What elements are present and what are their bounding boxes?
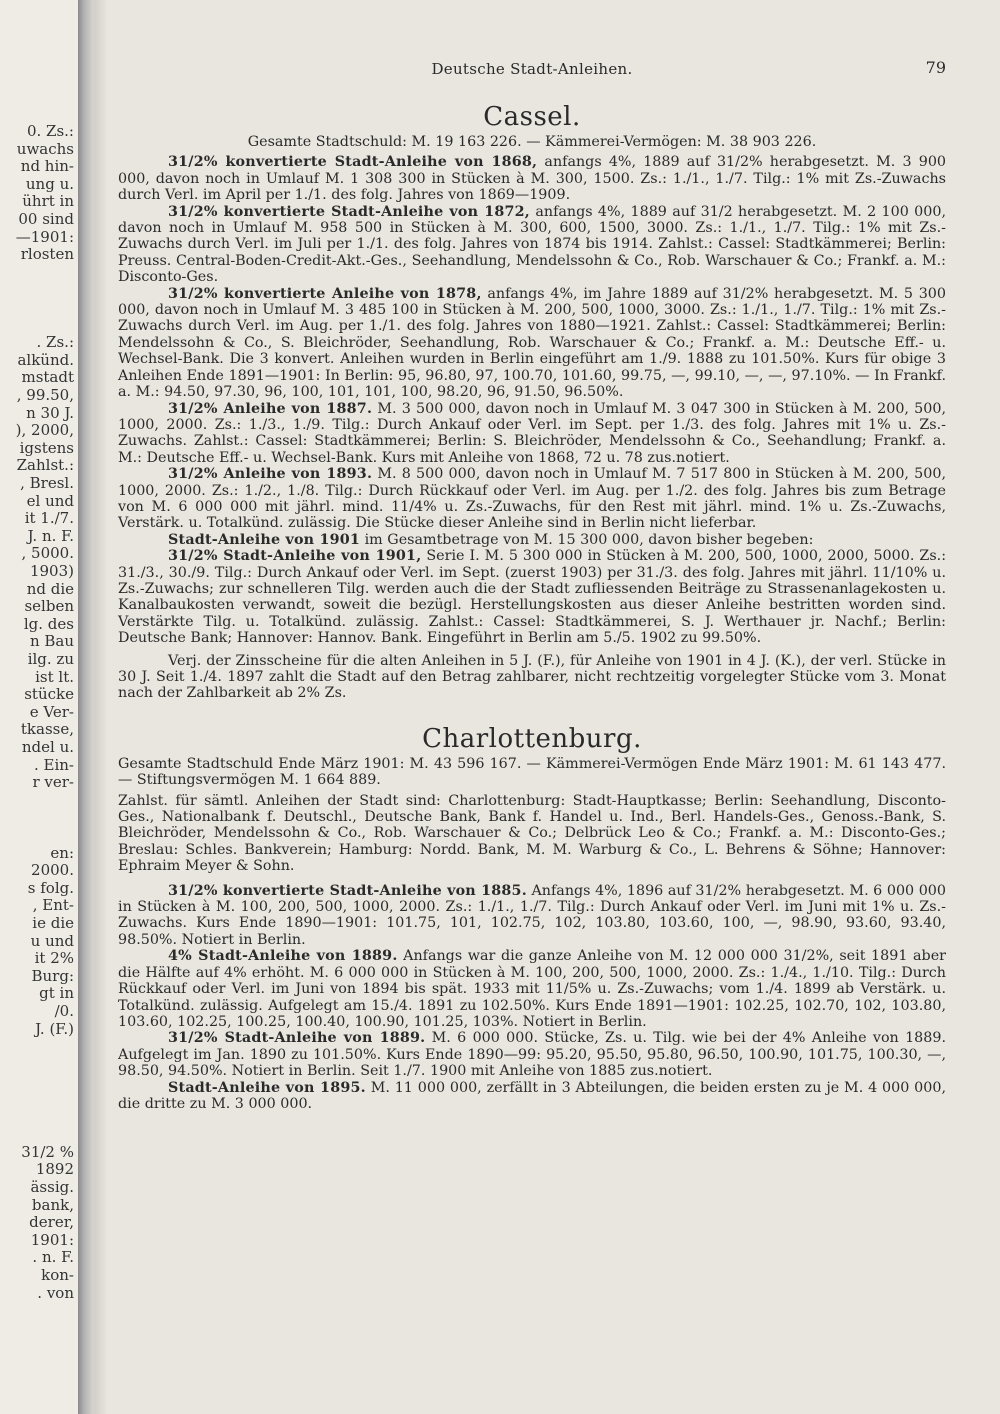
left-margin-line: kon- [41,1266,74,1284]
left-margin-line: it 1./7. [24,509,74,528]
left-margin-line: it 2% [34,949,74,968]
left-margin-line: stücke [24,685,74,704]
left-margin-line: selben [24,597,74,616]
left-margin-line: igstens [19,438,74,457]
left-margin-line: u und [30,931,74,950]
cassel-entry [118,154,946,203]
left-margin-line: n 30 J. [26,403,74,422]
left-margin-line: ), 2000, [15,421,74,440]
loan-title: 31/2% konvertierte Stadt-Anleihe von 1885. [168,882,527,899]
left-margin-line: e Ver- [29,702,74,721]
left-margin-line: 1892 [35,1160,74,1179]
left-margin-line: nd hin- [20,157,74,176]
left-margin-line: /0. [54,1002,74,1020]
left-margin-line: 00 sind [18,210,74,228]
left-margin-line: , 99.50, [16,386,74,404]
left-margin-line: 31/2 % [21,1142,74,1161]
loan-text: anfangs 4%, 1889 auf 31/2% herabgesetzt. M. 3 900 000, davon noch in Umlauf M. 1 308 300 in Stücken à M. 300, 1500. Zs.: 1./1., 1./7. Tilg.: 1% mit Zs.-Zuwachs durch Verl. im April per 1./1. des folg. Jahres von 1869—1909. [118,154,947,204]
city-heading-cassel: Cassel. [483,102,581,132]
book-gutter [78,0,94,1414]
left-margin-line: ndel u. [21,738,74,756]
left-margin-line: ilg. zu [27,650,74,668]
loan-text: M. 3 500 000, davon noch in Umlauf M. 3 047 300 in Stücken à M. 200, 500, 1000, 2000. Zs.: 1./3., 1./9. Tilg.: Durch Ankauf oder Verl. im Sept. per 1./3. des folg. Jahres mit 1% u. Zs.-Zuwachs. Zahlst.: Cassel: Stadtkämmerei; Berlin: S. Bleichröder, Mendelssohn & Co., Seehandlung; Frankf. a. M.: Deutsche Eff.- u. Wechsel-Bank. Kurs mit Anleihe von 1868, 72 u. 78 zus.notiert. [118,400,946,466]
left-margin-line: rlosten [20,245,74,264]
loan-title: Stadt-Anleihe von 1895. [168,1079,366,1096]
cassel-entry [118,466,946,532]
loan-title: 4% Stadt-Anleihe von 1889. [168,948,398,965]
left-margin-line: ie die [32,914,74,932]
left-margin-line: bank, [31,1195,74,1214]
loan-text: M. 6 000 000. Stücke, Zs. u. Tilg. wie bei der 4% Anleihe von 1889. Aufgelegt im Jan. 1890 zu 101.50%. Kurs Ende 1890—99: 95.20, 95.50, 95.80, 96.50, 100.90, 101.75, 100.30, —, 98.50, 94.50%. Notiert in Berlin. Seit 1./7. 1900 mit Anleihe von 1885 zus.notiert. [118,1030,946,1080]
cassel-summary: Gesamte Stadtschuld: M. 19 163 226. — Kämmerei-Vermögen: M. 38 903 226. [247,134,817,150]
left-margin-line: , 5000. [21,544,74,563]
left-margin-line: 2000. [31,861,74,880]
left-margin-line: ührt in [22,192,74,211]
left-margin-line: 0. Zs.: [26,122,74,140]
loan-title: 31/2% konvertierte Stadt-Anleihe von 1872, [168,203,530,220]
left-margin-line: . Ein- [33,755,74,774]
left-margin-line: 1901: [30,1230,74,1249]
left-margin-line: J. (F.) [35,1019,74,1038]
loan-text: anfangs 4%, im Jahre 1889 auf 31/2% herabgesetzt. M. 5 300 000, davon noch in Umlauf M. 3 485 100 in Stücken à M. 200, 500, 1000, 3000. Zs.: 1./1., 1./7. Tilg.: 1% mit Zs.-Zuwachs durch Verl. im Aug. per 1./1. des folg. Jahres von 1880—1921. Zahlst.: Cassel: Stadtkämmerei; Berlin: Mendelssohn & Co., S. Bleichröder, Seehandlung, Rob. Warschauer & Co.; Frankf. a. M.: Deutsche Eff.- u. Wechsel-Bank. Die 3 konvert. Anleihen wurden in Berlin eingeführt am 1./9. 1888 zu 101.50%. Kurs für obige 3 Anleihen Ende 1891—1901: In Berlin: 95, 96.80, 97, 100.70, 101.60, 99.75, —, 99.10, —, —, 97.10%. — In Frankf. a. M.: 94.50, 97.30, 96, 100, 101, 101, 100, 98.20, 96, 91.50, 96.50%. [118,285,947,401]
left-margin-line: J. n. F. [27,526,74,545]
left-margin-line: alkünd. [17,350,74,369]
charlottenburg-entry [118,948,946,1030]
left-margin-line: ässig. [30,1178,74,1196]
loan-title: 31/2% Anleihe von 1887. [168,400,373,417]
left-margin-line: nd die [26,579,74,598]
left-margin-line: —1901: [15,227,74,246]
charlottenburg-entry [118,883,946,949]
cassel-entry [118,532,946,548]
loan-text: im Gesamtbetrage von M. 15 300 000, davon bisher begeben: [364,531,814,548]
page-number: 79 [925,58,946,77]
city-heading-charlottenburg: Charlottenburg. [422,723,642,754]
left-margin-line: . n. F. [32,1248,74,1267]
running-title: Deutsche Stadt-Anleihen. [431,60,633,78]
loan-text: Serie I. M. 5 300 000 in Stücken à M. 200, 500, 1000, 2000, 5000. Zs.: 31./3., 30./9. Tilg.: Durch Ankauf oder Verl. im Sept. (zuerst 1903) per 31./3. des folg. Jahres mit jährl. 11/10% u. Zs.-Zuwachs; zur schnelleren Tilg. werden auch die der Stadt zufliessenden Beiträge zu Strassenanlagekosten u. Kanalbaukosten verwandt, soweit die bezügl. Herstellungskosten aus dieser Anleihe bestritten worden sind. Verstärkte Tilg. u. Totalkünd. zulässig. Zahlst.: Cassel: Stadtkämmerei, S. J. Werthauer jr. Nachf.; Berlin: Deutsche Bank; Hannover: Hannov. Bank. Eingeführt in Berlin am 5./5. 1902 zu 99.50%. [118,548,947,647]
left-margin-line: , Bresl. [20,474,74,492]
left-margin-line: en: [50,843,74,862]
left-margin-line: s folg. [27,878,74,897]
charlottenburg-zahlstellen: Zahlst. für sämtl. Anleihen der Stadt sind: Charlottenburg: Stadt-Hauptkasse; Berlin: Seehandlung, Disconto-Ges., Nationalbank f. Deutschl., Deutsche Bank, Bank f. Handel u. Ind., Berl. Handels-Ges., Genoss.-Bank, S. Bleichröder, Mendelssohn & Co., Rob. Warschauer & Co.; Delbrück Leo & Co.; Frankf. a. M.: Disconto-Ges.; Breslau: Schles. Bankverein; Hamburg: Nordd. Bank, M. M. Warburg & Co., L. Behrens & Söhne; Hannover: Ephraim Meyer & Sohn. [118,792,946,875]
left-margin-line: derer, [29,1213,74,1232]
loan-title: Stadt-Anleihe von 1901 [168,531,361,548]
charlottenburg-entry [118,1030,946,1079]
charlottenburg-entry [118,1080,946,1113]
left-margin-line: . von [37,1283,74,1302]
left-margin-line: tkasse, [20,720,74,739]
left-margin-line: n Bau [29,632,74,651]
loan-title: 31/2% Stadt-Anleihe von 1889. [168,1030,426,1047]
cassel-entry [118,286,946,401]
loan-title: 31/2% Anleihe von 1893. [168,466,373,483]
loan-text: M. 8 500 000, davon noch in Umlauf M. 7 517 800 in Stücken à M. 200, 500, 1000, 2000. Zs.: 1./2., 1./8. Tilg.: Durch Rückkauf oder Verl. im Aug. per 1./2. des folg. Jahres bis zum Betrage von M. 6 000 000 mit jährl. mind. 11/4% u. Zs.-Zuwachs, für den Rest mit jährl. mind. 1% u. Zs.-Zuwachs, Verstärk. u. Totalkünd. zulässig. Die Stücke dieser Anleihe sind in Berlin nicht lieferbar. [118,466,946,532]
left-margin-line: Zahlst.: [16,456,74,475]
loan-text: Anfangs war die ganze Anleihe von M. 12 000 000 31/2%, seit 1891 aber die Hälfte auf 4% erhöht. M. 6 000 000 in Stücken à M. 100, 200, 500, 1000, 2000. Zs.: 1./4., 1./10. Tilg.: Durch Rückkauf oder Verl. im Juni von 1894 bis spät. 1933 mit 11/5% u. Zs.-Zuwachs; vom 1./4. 1899 ab Verstärk. u. Totalkünd. zulässig. Aufgelegt am 15./4. 1891 zu 102.50%. Kurs Ende 1891—1901: 102.25, 102.70, 102, 103.80, 103.60, 102.25, 100.25, 100.40, 100.90, 101.25, 103%. Notiert in Berlin. [118,948,947,1030]
left-margin-line: uwachs [16,139,74,158]
left-margin-line: ung u. [25,174,74,193]
loan-text: anfangs 4%, 1889 auf 31/2 herabgesetzt. M. 2 100 000, davon noch in Umlauf M. 958 500 in Stücken à M. 300, 600, 1500, 3000. Zs.: 1./1., 1./7. Tilg.: 1% mit Zs.-Zuwachs durch Verl. im Juli per 1./1. des folg. Jahres von 1874 bis 1914. Zahlst.: Cassel: Stadtkämmerei; Berlin: Preuss. Central-Boden-Credit-Akt.-Ges., Seehandlung, Mendelssohn & Co., Rob. Warschauer & Co.; Frankf. a. M.: Disconto-Ges. [118,203,947,286]
cassel-entry [118,401,946,467]
left-margin-line: , Ent- [32,896,74,915]
loan-title: 31/2% Stadt-Anleihe von 1901, [168,548,422,565]
left-margin-line: ist lt. [35,667,74,686]
page-content [118,58,946,1112]
left-page-fragment [0,0,78,1414]
left-margin-line: mstadt [21,368,74,387]
gutter-shadow [94,0,108,1414]
charlottenburg-summary: Gesamte Stadtschuld Ende März 1901: M. 43 596 167. — Kämmerei-Vermögen Ende März 1901: M. 61 143 477. — Stiftungsvermögen M. 1 664 889. [118,755,946,789]
left-margin-line: r ver- [32,773,74,792]
cassel-entry [118,548,946,646]
left-margin-line: gt in [39,984,74,1003]
left-margin-line: . Zs.: [36,333,74,352]
loan-title: 31/2% konvertierte Anleihe von 1878, [168,285,482,302]
left-margin-line: lg. des [23,614,74,633]
cassel-verjaehrung: Verj. der Zinsscheine für die alten Anleihen in 5 J. (F.), für Anleihe von 1901 in 4 J. (K.), der verl. Stücke in 30 J. Seit 1./4. 1897 zahlt die Stadt auf den Betrag zahlbarer, nicht rechtzeitig vorgelegter Stücke vom 3. Monat nach der Zahlbarkeit ab 2% Zs. [118,652,946,702]
loan-text: Anfangs 4%, 1896 auf 31/2% herabgesetzt. M. 6 000 000 in Stücken à M. 100, 200, 500, 1000, 2000. Zs.: 1./1., 1./7. Tilg.: Durch Ankauf oder Verl. im Juni mit 1% u. Zs.-Zuwachs. Kurs Ende 1890—1901: 101.75, 101, 102.75, 102, 103.80, 103.60, 100, —, 98.90, 93.60, 93.40, 98.50%. Notiert in Berlin. [118,882,947,948]
left-margin-line: el und [26,491,74,510]
loan-text: M. 11 000 000, zerfällt in 3 Abteilungen, die beiden ersten zu je M. 4 000 000, die dritte zu M. 3 000 000. [118,1079,946,1112]
running-header [118,58,946,84]
loan-title: 31/2% konvertierte Stadt-Anleihe von 1868, [168,154,538,171]
cassel-entry [118,204,946,286]
left-margin-line: 1903) [29,562,74,580]
left-margin-line: Burg: [31,966,74,985]
